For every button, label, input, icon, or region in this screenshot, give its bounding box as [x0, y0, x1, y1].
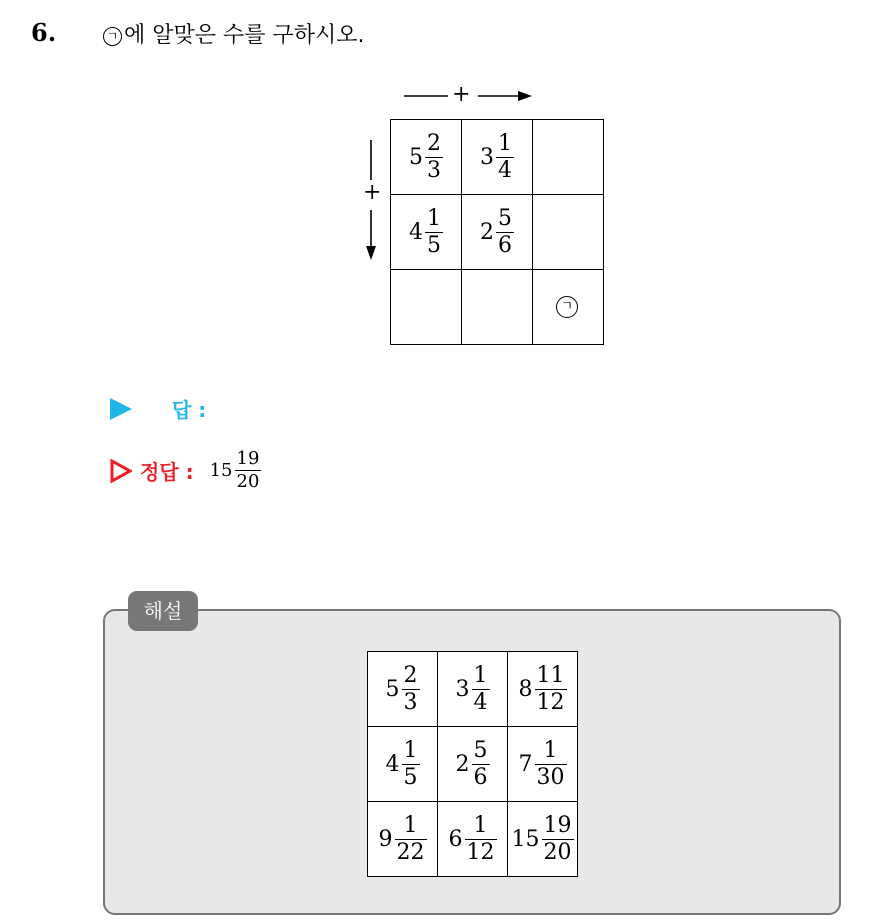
mixed-number: 4 $\frac{1}{5}$: [385, 737, 418, 790]
grid-cell: [368, 802, 438, 877]
grid-cell: [438, 652, 508, 727]
mixed-number: 7 $\frac{1}{30}$: [518, 737, 565, 790]
correct-answer-row: [110, 450, 261, 491]
grid-cell-empty: [533, 195, 604, 270]
mixed-number: 5 $\frac{2}{3}$: [385, 662, 418, 715]
grid-cell: [391, 195, 462, 270]
answer-row: [110, 394, 206, 423]
grid-cell-empty: [533, 120, 604, 195]
question-text-line: [103, 18, 365, 49]
horizontal-plus-arrow: [404, 82, 534, 110]
grid-cell: [368, 652, 438, 727]
grid-cell: [508, 802, 578, 877]
mixed-number: 4 $\frac{1}{5}$: [409, 205, 441, 258]
correct-answer-value: 15 $\frac{19}{20}$: [209, 448, 260, 492]
question-number: 6.: [31, 18, 57, 47]
grid-cell-empty: [462, 270, 533, 345]
grid-cell: [508, 727, 578, 802]
mixed-number: 5 $\frac{2}{3}$: [409, 130, 441, 183]
grid-cell-unknown: [533, 270, 604, 345]
question-text: 에 알맞은 수를 구하시오.: [124, 23, 365, 48]
outline-triangle-icon: [110, 459, 132, 483]
grid-cell: [438, 727, 508, 802]
question-grid: [390, 119, 604, 345]
mixed-number: 3 $\frac{1}{4}$: [480, 130, 512, 183]
vertical-plus-arrow: [356, 140, 386, 266]
mixed-number: 8 $\frac{11}{12}$: [518, 662, 565, 715]
horizontal-plus-sign: +: [452, 82, 471, 107]
grid-cell: [368, 727, 438, 802]
grid-cell: [462, 120, 533, 195]
marker-circle-icon: ㄱ: [103, 27, 122, 46]
mixed-number: 15 $\frac{19}{20}$: [511, 812, 572, 865]
marker-circle-icon: ㄱ: [556, 296, 578, 318]
mixed-number: 2 $\frac{5}{6}$: [480, 205, 512, 258]
grid-cell: [391, 120, 462, 195]
solution-grid: [367, 651, 578, 877]
play-triangle-icon: [110, 398, 132, 420]
mixed-number: 6 $\frac{1}{12}$: [448, 812, 495, 865]
answer-label: 답 :: [172, 398, 207, 422]
mixed-number: 2 $\frac{5}{6}$: [455, 737, 488, 790]
vertical-plus-sign: +: [363, 180, 382, 205]
grid-cell-empty: [391, 270, 462, 345]
grid-cell: [462, 195, 533, 270]
correct-answer-label: 정답 :: [140, 460, 194, 484]
mixed-number: 3 $\frac{1}{4}$: [455, 662, 488, 715]
grid-cell: [438, 802, 508, 877]
grid-cell: [508, 652, 578, 727]
explanation-tag: 해설: [128, 591, 198, 631]
mixed-number: 9 $\frac{1}{22}$: [378, 812, 425, 865]
